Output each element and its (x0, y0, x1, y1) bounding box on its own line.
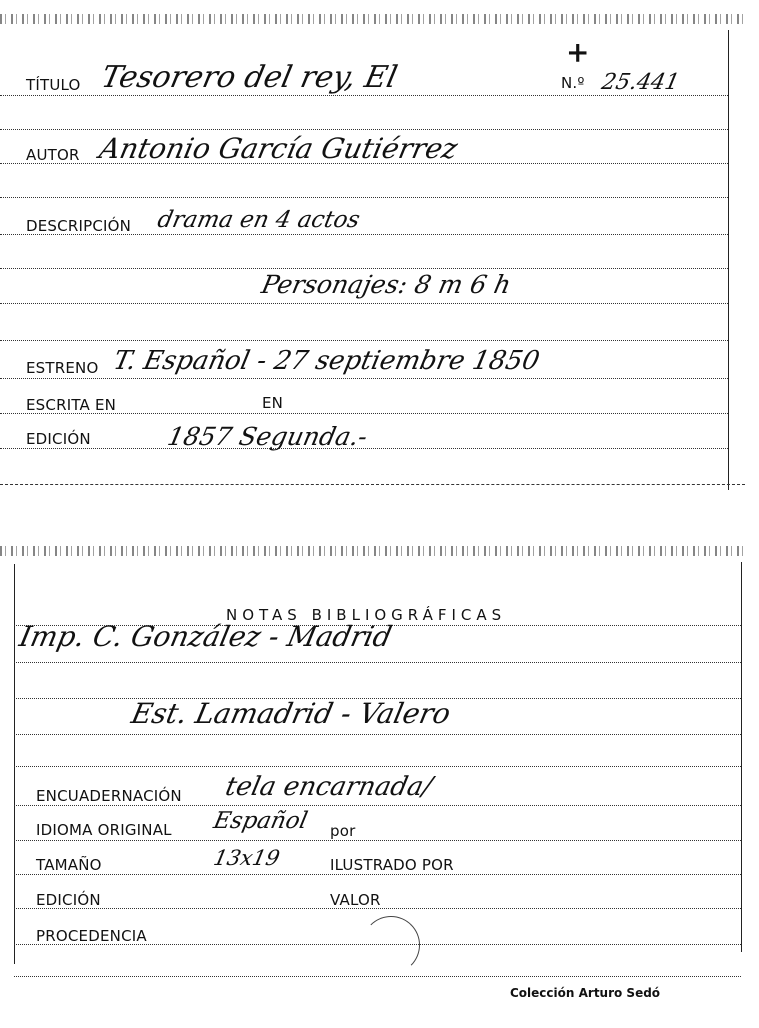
descripcion-value: drama en 4 actos (155, 207, 363, 233)
numero-label: N.º (561, 74, 585, 92)
tamano-label: TAMAÑO (36, 856, 102, 874)
titulo-value: Tesorero del rey, El (98, 60, 401, 95)
nota-imprenta: Imp. C. González - Madrid (16, 620, 395, 653)
descripcion-label: DESCRIPCIÓN (26, 217, 132, 235)
valor-label: VALOR (330, 891, 381, 909)
card2-right-border (741, 562, 742, 952)
estreno-label: ESTRENO (26, 359, 99, 377)
rule (14, 874, 741, 875)
encuadernacion-value: tela encarnada/ (222, 772, 435, 802)
rule (14, 766, 741, 767)
escrita-en-label: ESCRITA EN (26, 396, 117, 414)
edicion-label-2: EDICIÓN (36, 891, 101, 909)
faint-stamp-circle (362, 916, 420, 974)
estreno-value: T. Español - 27 septiembre 1850 (110, 346, 543, 376)
en-label: EN (262, 394, 284, 412)
edicion-value: 1857 Segunda.- (164, 422, 371, 451)
titulo-label: TÍTULO (26, 76, 81, 94)
rule (14, 976, 741, 977)
rule (14, 662, 741, 663)
autor-value: Antonio García Gutiérrez (96, 132, 461, 165)
por-label: por (330, 822, 356, 840)
tamano-value: 13x19 (211, 846, 282, 870)
rule (14, 840, 741, 841)
cross-mark: + (566, 36, 590, 69)
procedencia-label: PROCEDENCIA (36, 927, 147, 945)
coleccion-footer: Colección Arturo Sedó (510, 986, 661, 1000)
personajes-value: Personajes: 8 m 6 h (258, 270, 514, 299)
idioma-value: Español (211, 808, 310, 834)
nota-estampa: Est. Lamadrid - Valero (128, 697, 454, 730)
idioma-original-label: IDIOMA ORIGINAL (36, 821, 172, 839)
rule (14, 734, 741, 735)
notas-bibliograficas-heading: NOTAS BIBLIOGRÁFICAS (226, 606, 507, 624)
ilustrado-por-label: ILUSTRADO POR (330, 856, 454, 874)
encuadernacion-label: ENCUADERNACIÓN (36, 787, 182, 805)
autor-label: AUTOR (26, 146, 80, 164)
card2-left-border (14, 564, 15, 964)
rule (14, 805, 741, 806)
numero-value: 25.441 (599, 70, 682, 95)
edicion-label: EDICIÓN (26, 430, 91, 448)
